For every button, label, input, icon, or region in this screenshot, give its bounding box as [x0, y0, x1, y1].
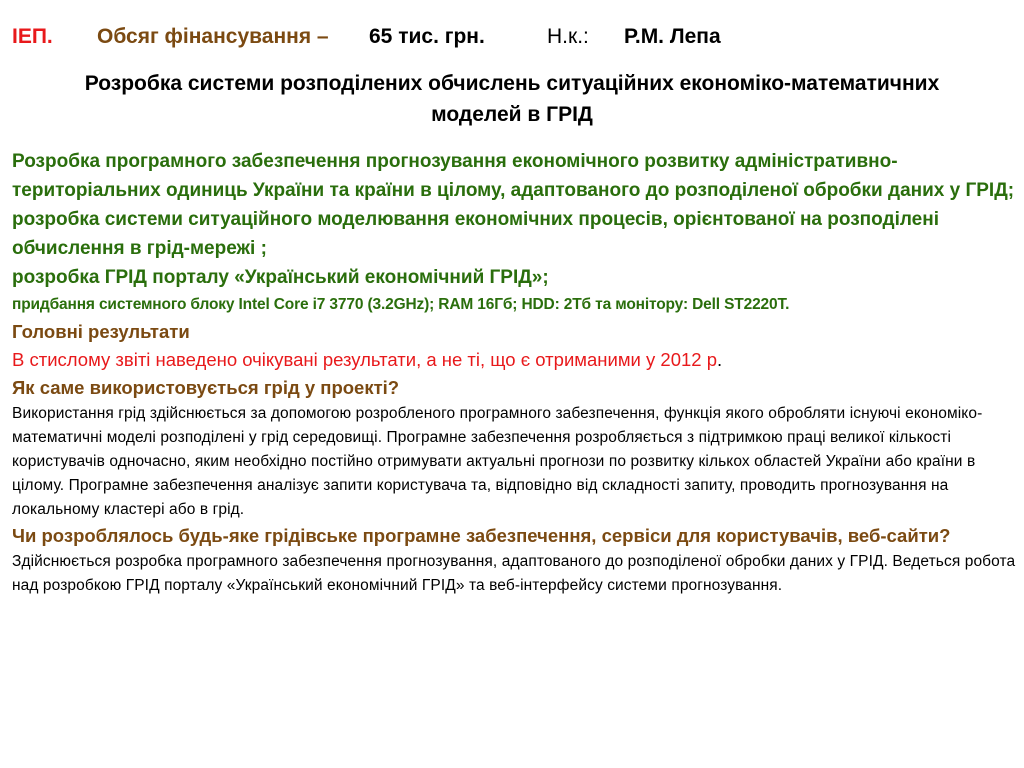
organization-label: ІЕП.	[12, 25, 53, 48]
results-text	[12, 346, 1016, 374]
results-text-body: В стислому звіті наведено очікувані результати, а не ті, що є отриманими у 2012 р	[12, 349, 718, 370]
funding-value: 65 тис. грн.	[369, 25, 485, 48]
grid-usage-question: Як саме використовується грід у проекті?	[12, 377, 400, 398]
project-lead-label: Н.к.:	[547, 25, 589, 48]
software-answer: Здійснюється розробка програмного забезпечення прогнозування, адаптованого до розподіленої обробки даних у ГРІД. Ведеться робота над розробкою ГРІД порталу «Український економічний ГРІД» та веб-інтерфейсу системи прогнозування.	[12, 553, 1016, 594]
grid-usage-answer: Використання грід здійснюється за допомогою розробленого програмного забезпечення, функція якого обробляти існуючі економіко-математичні моделі розподілені у грід середовищі. Програмне забезпечення розробляється з підтримкою праці великої кількості користувачів одночасно, яким необхідно постійно отримувати актуальні прогнози по розвитку кількох областей України або країни в цілому. Програмне забезпечення аналізує запити користувача та, відповідно від складності запиту, проводить прогнозування на локальному кластері або в грід.	[12, 405, 983, 518]
page-title: Розробка системи розподілених обчислень ситуаційних економіко-математичних моделей в ГРІД	[84, 72, 940, 126]
funding-label: Обсяг фінансування –	[97, 25, 329, 48]
slide-content	[12, 147, 1016, 598]
results-text-end: .	[717, 349, 723, 370]
header-line	[12, 22, 1012, 52]
task-item-3: розробка ГРІД порталу «Український економічний ГРІД»;	[12, 267, 549, 288]
equipment-note: придбання системного блоку Intel Core i7 3770 (3.2GHz); RAM 16Гб; HDD: 2Тб та монітору: Dell ST2220T.	[12, 296, 790, 313]
software-question: Чи розроблялось будь-яке грідівське програмне забезпечення, сервіси для користувачів, веб-сайти?	[12, 525, 951, 546]
results-heading: Головні результати	[12, 321, 190, 342]
project-lead-name: Р.М. Лепа	[624, 25, 721, 48]
task-item-1: Розробка програмного забезпечення прогнозування економічного розвитку адміністративно-територіальних одиниць України та країни в цілому, адаптованого до розподіленої обробки даних у ГРІД;	[12, 151, 1015, 201]
task-item-2: розробка системи ситуаційного моделювання економічних процесів, орієнтованої на розподілені обчислення в грід-мережі ;	[12, 209, 939, 259]
